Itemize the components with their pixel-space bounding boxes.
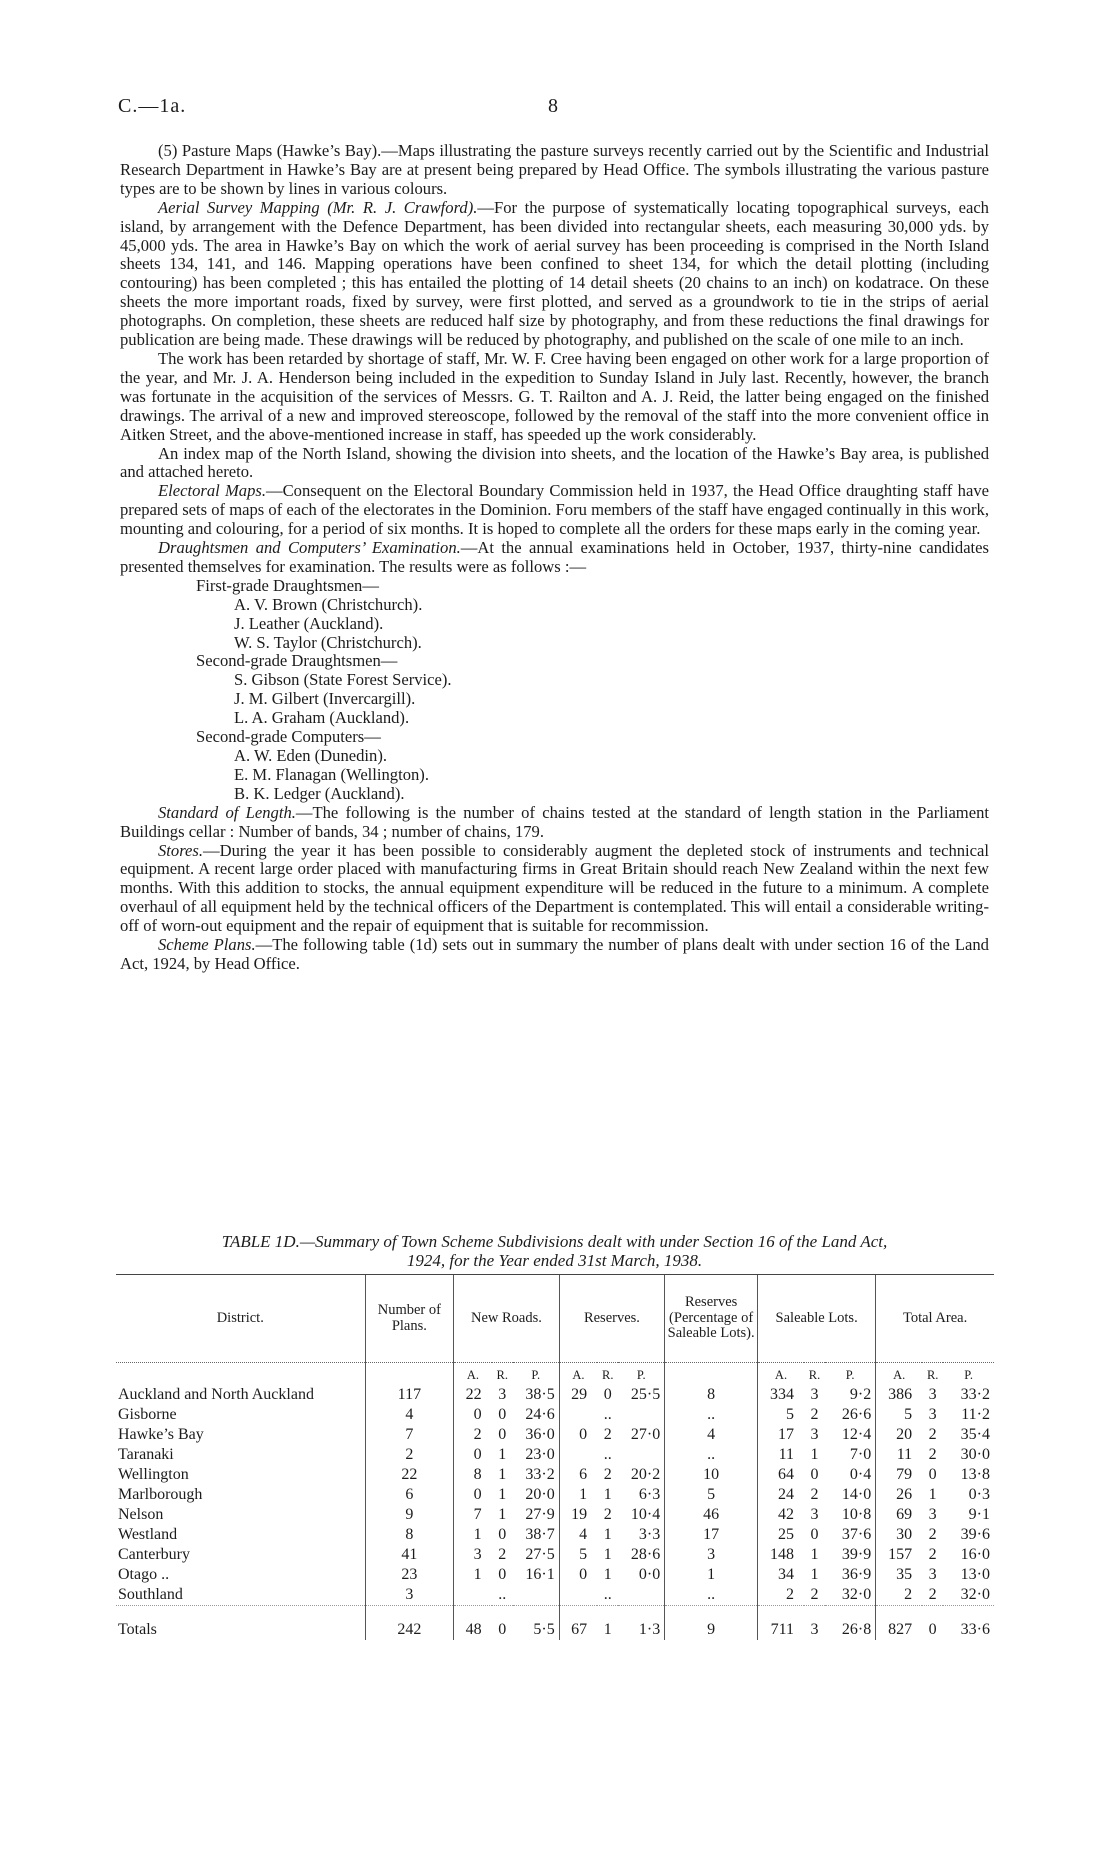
area-acres-cell: 26 (876, 1485, 922, 1505)
area-perches-cell: 33·2 (960, 1386, 990, 1403)
unit-acres: A. (559, 1363, 597, 1386)
area-roods-cell: 1 (928, 1486, 937, 1503)
lots-roods-cell: 3 (810, 1506, 819, 1523)
area-roods-cell: 2 (928, 1526, 937, 1543)
lots-roods-cell: 2 (810, 1586, 819, 1603)
district-cell (116, 1585, 365, 1606)
district-cell (116, 1525, 365, 1545)
district-cell (116, 1405, 365, 1425)
area-perches-cell: 33·6 (943, 1606, 994, 1641)
col-number-of-plans: Number of Plans. (365, 1275, 454, 1363)
area-acres-cell: 20 (876, 1425, 922, 1445)
area-roods-cell: 2 (928, 1446, 937, 1463)
reserves-acres-cell: 67 (559, 1606, 597, 1641)
roads-acres-cell: 2 (454, 1425, 492, 1445)
roads-acres-cell: 1 (454, 1565, 492, 1585)
area-acres-cell: 157 (876, 1545, 922, 1565)
reserves-roods-cell: 2 (603, 1466, 612, 1483)
reserves-percentage-cell: .. (665, 1585, 758, 1606)
roads-roods-cell: 0 (498, 1566, 507, 1583)
area-perches-cell: 35·4 (960, 1426, 990, 1443)
table-row (116, 1405, 994, 1425)
reserves-roods-cell: 2 (603, 1426, 612, 1443)
paragraph-pasture-maps: (5) Pasture Maps (Hawke’s Bay).—Maps illustrating the pasture surveys recently carried out by the Scientific and Industrial Research Department in Hawke’s Bay are at present being prepared by Head Office. The symbols illustrating the various pasture types are to be shown by lines in various colours. (120, 141, 989, 198)
paragraph-stores (120, 842, 989, 937)
district-cell (116, 1485, 365, 1505)
examination-results (120, 577, 989, 804)
roads-perches-cell: 5·5 (513, 1606, 559, 1641)
area-perches-cell: 13·0 (960, 1566, 990, 1583)
area-acres-cell: 69 (876, 1505, 922, 1525)
table-header-row (116, 1275, 994, 1363)
reserves-acres-cell: 4 (559, 1525, 597, 1545)
roads-acres-cell: 7 (454, 1505, 492, 1525)
lots-acres-cell: 17 (758, 1425, 804, 1445)
table-caption-line: TABLE 1D.—Summary of Town Scheme Subdivisions dealt with under Section 16 of the Land Act, (221, 1232, 888, 1251)
roads-perches-cell: 23·0 (525, 1446, 555, 1463)
reserves-perches-cell: 10·4 (630, 1506, 661, 1523)
unit-roods: R. (601, 1368, 614, 1382)
reserves-acres-cell: 5 (559, 1545, 597, 1565)
area-roods-cell: 2 (928, 1546, 937, 1563)
unit-acres: A. (876, 1363, 922, 1386)
reserves-roods-cell: 2 (603, 1506, 612, 1523)
area-roods-cell: 2 (928, 1586, 937, 1603)
roads-acres-cell: 8 (454, 1465, 492, 1485)
district-cell (116, 1545, 365, 1565)
lots-perches-cell: 26·6 (841, 1406, 872, 1423)
col-saleable-lots: Saleable Lots. (758, 1275, 876, 1363)
reserves-acres-cell: 29 (559, 1385, 597, 1405)
unit-perches: P. (636, 1368, 646, 1382)
lots-perches-cell: 14·0 (841, 1486, 872, 1503)
district-cell (116, 1606, 365, 1641)
district-cell (116, 1445, 365, 1465)
area-perches-cell: 16·0 (960, 1546, 990, 1563)
candidate-name: E. M. Flanagan (Wellington). (234, 764, 429, 784)
lots-acres-cell: 25 (758, 1525, 804, 1545)
district-name: Westland (118, 1526, 178, 1543)
candidate-name: L. A. Graham (Auckland). (234, 708, 410, 728)
unit-row (116, 1363, 994, 1386)
reserves-perches-cell: 1·3 (618, 1606, 664, 1641)
unit-acres: A. (758, 1363, 804, 1386)
roads-perches-cell: 33·2 (525, 1466, 555, 1483)
roads-acres-cell: 3 (454, 1545, 492, 1565)
area-acres-cell: 827 (876, 1606, 922, 1641)
area-perches-cell: 39·6 (960, 1526, 990, 1543)
table-row (116, 1565, 994, 1585)
paragraph-index-map: An index map of the North Island, showing the division into sheets, and the location of the Hawke’s Bay area, is published and attached hereto. (120, 443, 989, 482)
district-name: Otago .. (118, 1566, 170, 1583)
roads-roods-cell: 1 (498, 1506, 507, 1523)
plans-cell: 23 (365, 1565, 454, 1585)
group-heading: First-grade Draughtsmen— (196, 575, 379, 595)
unit-perches: P. (531, 1368, 541, 1382)
district-name: Southland (118, 1586, 183, 1603)
area-acres-cell: 11 (876, 1445, 922, 1465)
lots-acres-cell: 64 (758, 1465, 804, 1485)
lots-acres-cell: 24 (758, 1485, 804, 1505)
roads-acres-cell: 48 (454, 1606, 492, 1641)
table-body (116, 1363, 994, 1641)
reserves-perches-cell: 6·3 (638, 1486, 661, 1503)
district-name: Marlborough (118, 1486, 203, 1503)
area-roods-cell: 0 (922, 1606, 943, 1641)
lots-roods-cell: 2 (810, 1406, 819, 1423)
reserves-perches-cell (618, 1585, 664, 1606)
district-name: Canterbury (118, 1546, 190, 1563)
area-acres-cell: 30 (876, 1525, 922, 1545)
reserves-perches-cell: 27·0 (630, 1426, 661, 1443)
lots-perches-cell: 36·9 (841, 1566, 872, 1583)
area-perches-cell: 11·2 (961, 1406, 990, 1423)
candidate-name: A. W. Eden (Dunedin). (234, 746, 388, 765)
document-reference: C.—1a. (118, 95, 187, 117)
roads-roods-cell: 1 (498, 1466, 507, 1483)
reserves-percentage-cell: 4 (665, 1425, 758, 1445)
standard-heading: Standard of Length. (158, 802, 296, 822)
area-perches-cell: 9·1 (968, 1506, 990, 1523)
table-row (116, 1525, 994, 1545)
district-cell (116, 1385, 365, 1405)
lots-perches-cell: 12·4 (841, 1426, 872, 1443)
area-roods-cell: 3 (928, 1406, 937, 1423)
plans-cell: 242 (365, 1606, 454, 1641)
roads-roods-cell: 0 (498, 1426, 507, 1443)
reserves-acres-cell: 0 (559, 1565, 597, 1585)
lots-roods-cell: 1 (810, 1446, 819, 1463)
district-name: Totals (118, 1621, 157, 1638)
table-row (116, 1485, 994, 1505)
unit-roods: R. (926, 1368, 939, 1382)
table-row (116, 1505, 994, 1525)
area-perches-cell: 13·8 (960, 1466, 990, 1483)
area-acres-cell: 35 (876, 1565, 922, 1585)
roads-roods-cell: 0 (492, 1606, 513, 1641)
lots-perches-cell: 0·4 (849, 1466, 872, 1483)
lots-perches-cell: 32·0 (841, 1586, 872, 1603)
reserves-perches-cell: 3·3 (638, 1526, 661, 1543)
roads-perches-cell: 27·9 (525, 1506, 555, 1523)
plans-cell: 22 (365, 1465, 454, 1485)
area-perches-cell: 30·0 (960, 1446, 990, 1463)
table-row (116, 1465, 994, 1485)
lots-perches-cell: 9·2 (849, 1386, 872, 1403)
area-acres-cell: 386 (876, 1385, 922, 1405)
reserves-roods-cell: 1 (603, 1546, 612, 1563)
roads-roods-cell: 0 (498, 1406, 507, 1423)
table-row (116, 1425, 994, 1445)
roads-acres-cell (454, 1585, 492, 1606)
reserves-percentage-cell: .. (665, 1405, 758, 1425)
plans-cell: 4 (365, 1405, 454, 1425)
plans-cell: 3 (365, 1585, 454, 1606)
roads-roods-cell: 3 (498, 1386, 507, 1403)
table-caption (120, 1232, 989, 1270)
roads-perches-cell: 36·0 (525, 1426, 555, 1443)
unit-acres: A. (454, 1363, 492, 1386)
unit-perches: P. (964, 1368, 973, 1382)
lots-acres-cell: 34 (758, 1565, 804, 1585)
plans-cell: 117 (365, 1385, 454, 1405)
reserves-percentage-cell: 8 (665, 1385, 758, 1405)
table-caption-line: 1924, for the Year ended 31st March, 1938. (406, 1251, 703, 1270)
reserves-roods-cell: .. (603, 1586, 612, 1603)
reserves-roods-cell: 1 (603, 1526, 612, 1543)
reserves-percentage-cell: 5 (665, 1485, 758, 1505)
district-cell (116, 1565, 365, 1585)
district-name: Auckland and North Auckland (118, 1386, 314, 1403)
table-row (116, 1385, 994, 1405)
paragraph-standard-of-length (120, 804, 989, 842)
roads-acres-cell: 22 (454, 1385, 492, 1405)
reserves-roods-cell: 1 (603, 1566, 612, 1583)
col-district: District. (116, 1275, 365, 1363)
lots-roods-cell: 0 (810, 1526, 819, 1543)
area-acres-cell: 79 (876, 1465, 922, 1485)
reserves-percentage-cell: .. (665, 1445, 758, 1465)
lots-roods-cell: 2 (810, 1486, 819, 1503)
lots-perches-cell: 26·8 (825, 1606, 876, 1641)
examination-heading: Draughtsmen and Computers’ Examination. (158, 538, 461, 558)
reserves-roods-cell: .. (603, 1406, 612, 1423)
examination-body: —At the annual examinations held in October, 1937, thirty-nine candidates presented themselves for examination. The results were as follows :— (120, 538, 989, 576)
lots-acres-cell: 2 (758, 1585, 804, 1606)
lots-perches-cell: 39·9 (841, 1546, 872, 1563)
roads-perches-cell: 27·5 (525, 1546, 555, 1563)
unit-roods: R. (808, 1368, 821, 1382)
plans-cell: 7 (365, 1425, 454, 1445)
lots-acres-cell: 334 (758, 1385, 804, 1405)
roads-roods-cell: 1 (498, 1446, 507, 1463)
plans-cell: 6 (365, 1485, 454, 1505)
reserves-perches-cell: 28·6 (630, 1546, 661, 1563)
district-name: Gisborne (118, 1406, 177, 1423)
candidate-name: A. V. Brown (Christchurch). (234, 594, 423, 614)
lots-acres-cell: 42 (758, 1505, 804, 1525)
paragraph-aerial-survey (120, 199, 989, 350)
plans-cell: 41 (365, 1545, 454, 1565)
lots-roods-cell: 3 (810, 1426, 819, 1443)
reserves-acres-cell: 1 (559, 1485, 597, 1505)
lots-roods-cell: 0 (810, 1466, 819, 1483)
table-row (116, 1545, 994, 1565)
stores-heading: Stores. (158, 840, 204, 860)
reserves-perches-cell: 25·5 (630, 1386, 661, 1403)
roads-perches-cell: 16·1 (525, 1566, 555, 1583)
reserves-perches-cell (618, 1445, 664, 1465)
reserves-roods-cell: 0 (603, 1386, 612, 1403)
roads-perches-cell: 38·5 (525, 1386, 555, 1403)
district-cell (116, 1505, 365, 1525)
reserves-acres-cell: 19 (559, 1505, 597, 1525)
lots-roods-cell: 1 (810, 1566, 819, 1583)
body-text (120, 142, 989, 974)
plans-cell: 8 (365, 1525, 454, 1545)
reserves-acres-cell: 6 (559, 1465, 597, 1485)
roads-roods-cell: 2 (498, 1546, 507, 1563)
roads-acres-cell: 0 (454, 1405, 492, 1425)
summary-table (116, 1274, 994, 1640)
reserves-acres-cell (559, 1405, 597, 1425)
district-cell (116, 1465, 365, 1485)
reserves-percentage-cell: 17 (665, 1525, 758, 1545)
roads-roods-cell: .. (498, 1586, 507, 1603)
roads-roods-cell: 1 (498, 1486, 507, 1503)
lots-roods-cell: 1 (810, 1546, 819, 1563)
table-row (116, 1445, 994, 1465)
lots-acres-cell: 148 (758, 1545, 804, 1565)
lots-acres-cell: 5 (758, 1405, 804, 1425)
roads-acres-cell: 1 (454, 1525, 492, 1545)
reserves-percentage-cell: 9 (665, 1606, 758, 1641)
electoral-maps-heading: Electoral Maps. (158, 481, 267, 501)
aerial-survey-heading: Aerial Survey Mapping (Mr. R. J. Crawford). (158, 197, 478, 217)
area-roods-cell: 3 (928, 1566, 937, 1583)
lots-perches-cell: 10·8 (841, 1506, 872, 1523)
roads-perches-cell (513, 1585, 559, 1606)
reserves-perches-cell (618, 1405, 664, 1425)
group-heading: Second-grade Draughtsmen— (196, 651, 398, 671)
scheme-body: —The following table (1d) sets out in summary the number of plans dealt with under section 16 of the Land Act, 1924, by Head Office. (120, 935, 989, 973)
table-row (116, 1585, 994, 1606)
area-acres-cell: 5 (876, 1405, 922, 1425)
lots-acres-cell: 711 (758, 1606, 804, 1641)
paragraph-examination (120, 539, 989, 577)
roads-acres-cell: 0 (454, 1445, 492, 1465)
district-name: Taranaki (118, 1446, 174, 1463)
area-roods-cell: 3 (928, 1506, 937, 1523)
roads-perches-cell: 24·6 (525, 1406, 555, 1423)
area-roods-cell: 2 (928, 1426, 937, 1443)
plans-cell: 9 (365, 1505, 454, 1525)
stores-body: —During the year it has been possible to considerably augment the depleted stock of instruments and technical equipment. A recent large order placed with manufacturing firms in Great Britain should reach New Zealand within the next few months. With this addition to stocks, the annual equipment expenditure will be reduced in the future to a minimum. A complete overhaul of all equipment held by the technical officers of the Department is contemplated. This will entail a considerable writing-off of worn-out equipment and the repair of equipment that is suitable for recommission. (120, 840, 989, 936)
lots-roods-cell: 3 (804, 1606, 825, 1641)
col-reserves-percentage: Reserves (Percentage of Saleable Lots). (665, 1275, 758, 1363)
district-name: Wellington (118, 1466, 189, 1483)
col-new-roads: New Roads. (454, 1275, 560, 1363)
roads-roods-cell: 0 (498, 1526, 507, 1543)
unit-perches: P. (845, 1368, 855, 1382)
reserves-roods-cell: 1 (597, 1606, 618, 1641)
reserves-roods-cell: .. (603, 1446, 612, 1463)
lots-acres-cell: 11 (758, 1445, 804, 1465)
reserves-percentage-cell: 10 (665, 1465, 758, 1485)
col-reserves: Reserves. (559, 1275, 665, 1363)
unit-roods: R. (496, 1368, 508, 1382)
reserves-perches-cell: 0·0 (638, 1566, 661, 1583)
roads-perches-cell: 38·7 (525, 1526, 555, 1543)
plans-cell: 2 (365, 1445, 454, 1465)
lots-perches-cell: 37·6 (841, 1526, 872, 1543)
candidate-name: B. K. Ledger (Auckland). (234, 783, 405, 803)
col-total-area: Total Area. (876, 1275, 994, 1363)
reserves-acres-cell: 0 (559, 1425, 597, 1445)
lots-roods-cell: 3 (810, 1386, 819, 1403)
area-perches-cell: 0·3 (968, 1486, 990, 1503)
electoral-maps-body: —Consequent on the Electoral Boundary Commission held in 1937, the Head Office draughting staff have prepared sets of maps of each of the electorates in the Dominion. Foru members of the staff have engaged continually in this work, mounting and colouring, for a period of six months. It is hoped to complete all the orders for these maps early in the coming year. (120, 481, 989, 539)
reserves-percentage-cell: 46 (665, 1505, 758, 1525)
district-name: Nelson (118, 1506, 164, 1523)
roads-perches-cell: 20·0 (525, 1486, 555, 1503)
reserves-percentage-cell: 3 (665, 1545, 758, 1565)
reserves-percentage-cell: 1 (665, 1565, 758, 1585)
reserves-roods-cell: 1 (603, 1486, 612, 1503)
candidate-name: S. Gibson (State Forest Service). (234, 670, 452, 690)
area-roods-cell: 0 (928, 1466, 937, 1483)
area-acres-cell: 2 (876, 1585, 922, 1606)
candidate-name: W. S. Taylor (Christchurch). (234, 632, 422, 652)
candidate-name: J. Leather (Auckland). (234, 613, 384, 633)
reserves-acres-cell (559, 1445, 597, 1465)
lots-perches-cell: 7·0 (849, 1446, 872, 1463)
reserves-acres-cell (559, 1585, 597, 1606)
district-cell (116, 1425, 365, 1445)
aerial-survey-body: —For the purpose of systematically locating topographical surveys, each island, by arrangement with the Defence Department, has been divided into rectangular sheets, each measuring 30,000 yds. by 45,000 yds. The area in Hawke’s Bay on which the work of aerial survey has been proceeding is comprised in the North Island sheets 134, 141, and 146. Mapping operations have been confined to sheet 134, for which the detail plotting (including contouring) has been completed ; this has entailed the plotting of 14 detail sheets (20 chains to an inch) on kodatrace. On these sheets the more important roads, fixed by survey, were first plotted, and served as a groundwork to tie in the strips of aerial photographs. On completion, these sheets are reduced half size by photography, and from these reductions the final drawings for publication are being made. These drawings will be reduced by photography, and published on the scale of one mile to an inch. (120, 197, 989, 350)
reserves-perches-cell: 20·2 (630, 1466, 661, 1483)
standard-body: —The following is the number of chains tested at the standard of length station in the Parliament Buildings cellar : Number of bands, 34 ; number of chains, 179. (120, 802, 989, 841)
paragraph-staff: The work has been retarded by shortage of staff, Mr. W. F. Cree having been engaged on other work for a large proportion of the year, and Mr. J. A. Henderson being included in the expedition to Sunday Island in July last. Recently, however, the branch was fortunate in the acquisition of the services of Messrs. G. T. Railton and A. J. Reid, the latter being engaged on the finished drawings. The arrival of a new and improved stereoscope, followed by the removal of the staff into the more convenient office in Aitken Street, and the above-mentioned increase in staff, has speeded up the work considerably. (120, 348, 989, 444)
totals-row (116, 1606, 994, 1641)
roads-acres-cell: 0 (454, 1485, 492, 1505)
district-name: Hawke’s Bay (118, 1426, 204, 1443)
candidate-name: J. M. Gilbert (Invercargill). (234, 689, 416, 709)
page-number: 8 (548, 95, 559, 117)
area-perches-cell: 32·0 (960, 1586, 990, 1603)
area-roods-cell: 3 (928, 1386, 937, 1403)
group-heading: Second-grade Computers— (196, 727, 381, 747)
scheme-heading: Scheme Plans. (158, 935, 256, 955)
paragraph-scheme-plans (120, 936, 989, 974)
paragraph-electoral-maps (120, 482, 989, 539)
